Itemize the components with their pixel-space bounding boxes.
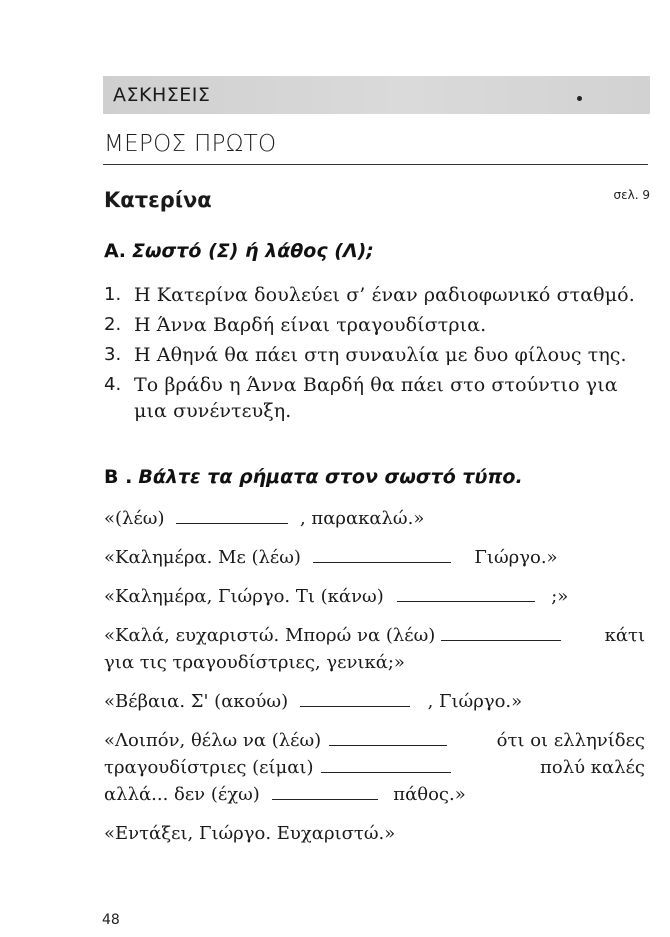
page-number: 48 — [102, 912, 120, 928]
list-item — [104, 312, 649, 338]
answer-blank[interactable] — [176, 509, 288, 524]
dialogue-text: αλλά... δεν (έχω) — [104, 784, 260, 805]
answer-blank[interactable] — [272, 785, 378, 800]
dialogue-exercise — [104, 505, 645, 859]
item-number: 3. — [104, 344, 122, 365]
section-b-letter: Β . — [104, 466, 133, 488]
dialogue-text: ότι οι ελληνίδες — [496, 730, 645, 751]
item-text: Η Κατερίνα δουλεύει σ’ έναν ραδιοφωνικό σταθμό. — [134, 284, 635, 306]
item-text: Το βράδυ η Άννα Βαρδή θα πάει στο στούντιο για — [134, 374, 618, 396]
dialogue-line — [104, 820, 645, 847]
section-a-letter: Α. — [104, 240, 126, 262]
banner-title: ΑΣΚΗΣΕΙΣ — [113, 84, 211, 106]
section-a-heading — [104, 240, 374, 262]
dialogue-text: «Καλά, ευχαριστώ. Μπορώ να (λέω) — [104, 625, 436, 646]
answer-blank[interactable] — [329, 731, 447, 746]
dialogue-line — [104, 544, 645, 571]
dialogue-text: «Καλημέρα, Γιώργο. Τι (κάνω) — [104, 586, 384, 607]
page-reference: σελ. 9 — [613, 188, 650, 202]
item-text: Η Αθηνά θα πάει στη συναυλία με δυο φίλους της. — [134, 344, 627, 366]
true-false-list — [104, 282, 649, 428]
list-item — [104, 282, 649, 308]
section-b-instruction: Βάλτε τα ρήματα στον σωστό τύπο. — [138, 466, 523, 488]
answer-blank[interactable] — [397, 587, 535, 602]
answer-blank[interactable] — [300, 692, 410, 707]
dialogue-text: ;» — [551, 586, 569, 607]
dialogue-line — [104, 583, 645, 610]
dialogue-text: «Βέβαια. Σ' (ακούω) — [104, 691, 289, 712]
exercises-banner — [103, 76, 650, 114]
answer-blank[interactable] — [441, 626, 561, 641]
dialogue-line — [104, 622, 645, 676]
dialogue-line — [104, 727, 645, 808]
banner-dot — [577, 96, 582, 101]
dialogue-text: Γιώργο.» — [474, 547, 558, 568]
dialogue-text: τραγουδίστριες (είμαι) — [104, 757, 314, 778]
list-item — [104, 372, 649, 424]
section-b-heading — [104, 466, 523, 488]
answer-blank[interactable] — [321, 758, 451, 773]
dialogue-line — [104, 505, 645, 532]
dialogue-text: κάτι — [604, 625, 645, 646]
dialogue-text: «(λέω) — [104, 508, 165, 529]
part-divider — [103, 164, 648, 165]
dialogue-text: , Γιώργο.» — [427, 691, 523, 712]
dialogue-text: πολύ καλές — [540, 757, 645, 778]
item-text: μια συνέντευξη. — [134, 400, 292, 422]
list-item — [104, 342, 649, 368]
item-number: 1. — [104, 284, 122, 305]
dialogue-text: «Εντάξει, Γιώργο. Ευχαριστώ.» — [104, 823, 396, 844]
dialogue-text: για τις τραγουδίστριες, γενικά;» — [104, 652, 405, 673]
part-title: ΜΕΡΟΣ ΠΡΩΤΟ — [104, 131, 277, 157]
dialogue-text: «Λοιπόν, θέλω να (λέω) — [104, 730, 322, 751]
lesson-title: Κατερίνα — [104, 188, 212, 212]
dialogue-line — [104, 688, 645, 715]
dialogue-text: , παρακαλώ.» — [299, 508, 425, 529]
dialogue-text: «Καλημέρα. Με (λέω) — [104, 547, 301, 568]
section-a-instruction: Σωστό (Σ) ή λάθος (Λ); — [131, 240, 374, 262]
item-number: 2. — [104, 314, 122, 335]
dialogue-text: πάθος.» — [393, 784, 466, 805]
answer-blank[interactable] — [313, 548, 451, 563]
item-number: 4. — [104, 374, 122, 395]
item-text: Η Άννα Βαρδή είναι τραγουδίστρια. — [134, 314, 487, 336]
